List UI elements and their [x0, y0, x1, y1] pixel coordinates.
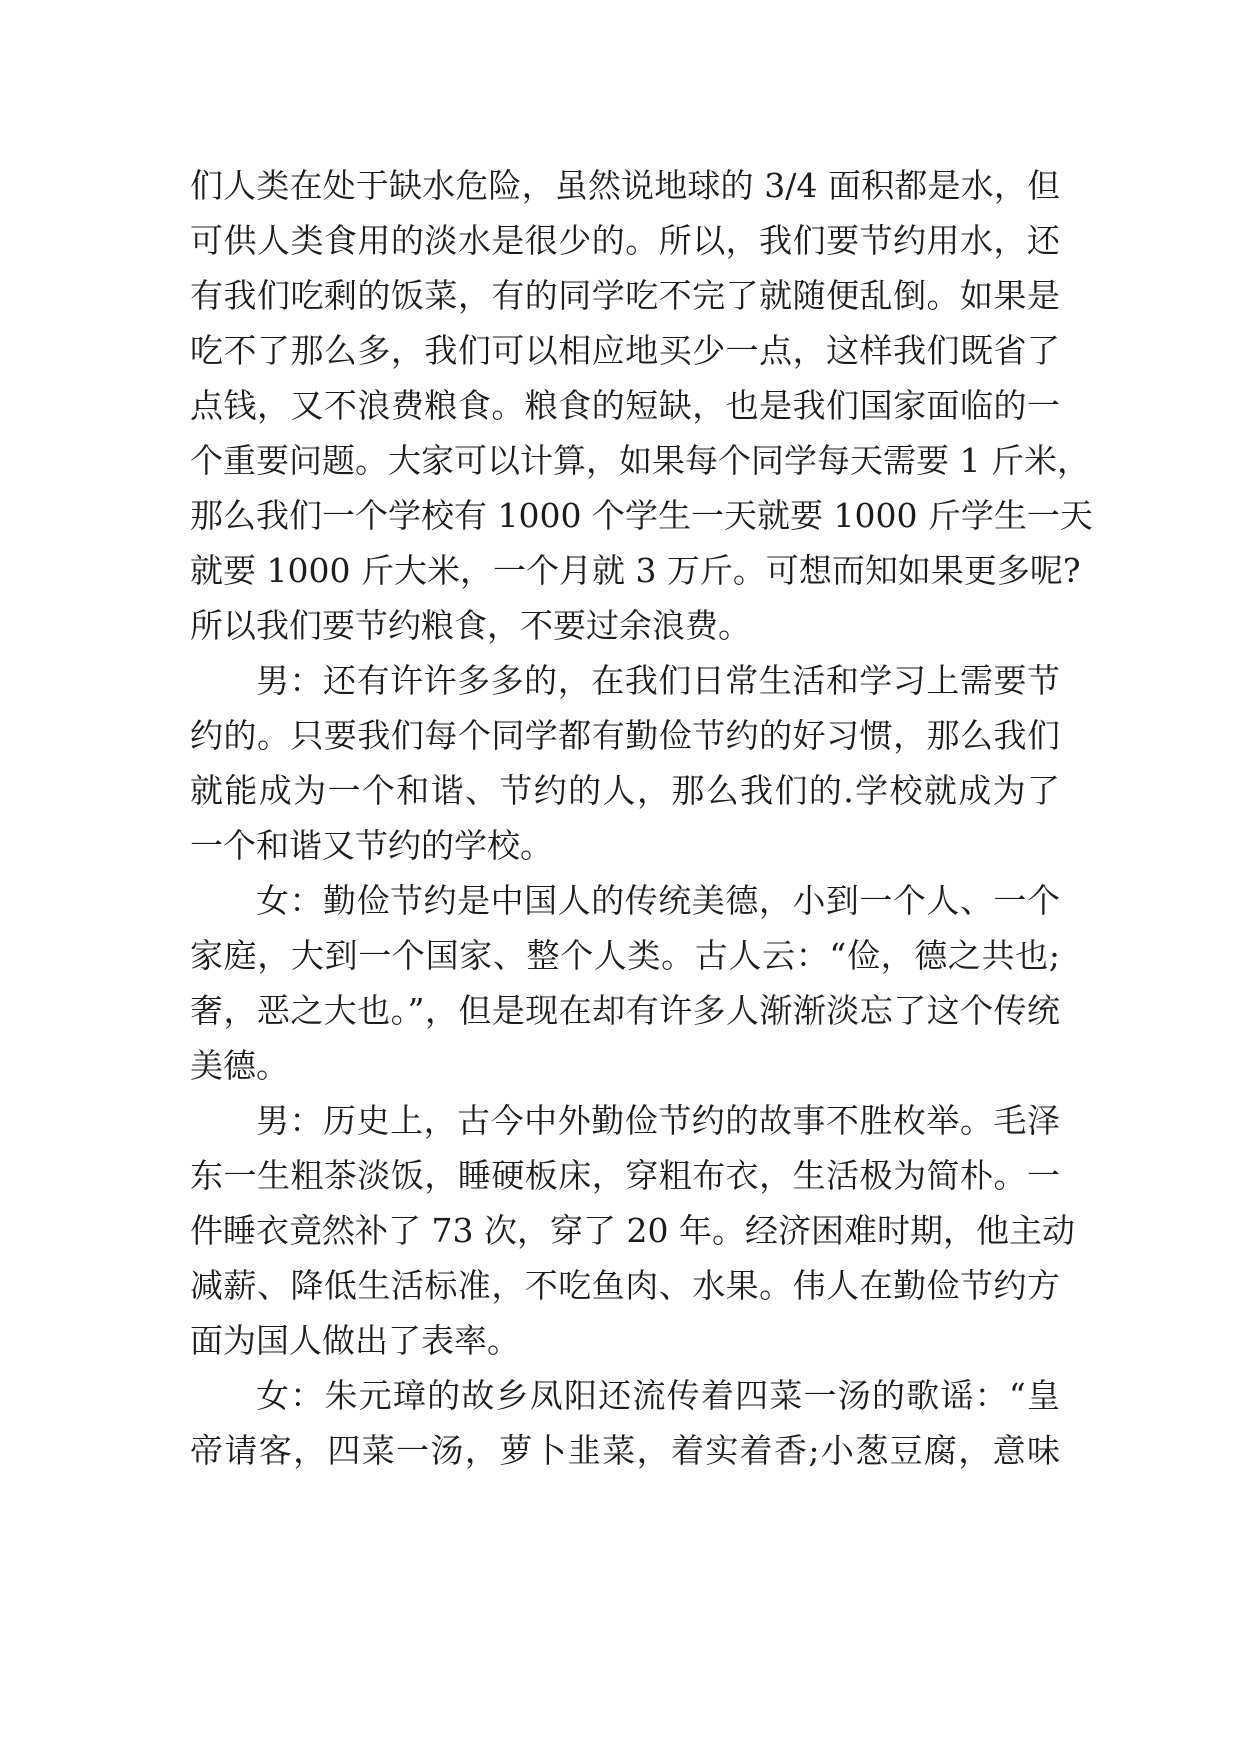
text-line: 那么我们一个学校有 1000 个学生一天就要 1000 斤学生一天	[190, 496, 1093, 535]
text-line: 奢，恶之大也。”，但是现在却有许多人渐渐淡忘了这个传统	[190, 991, 1060, 1030]
text-line: 所以我们要节约粮食，不要过余浪费。	[190, 606, 751, 645]
document-body	[190, 158, 1093, 1478]
text-line: 女：朱元璋的故乡凤阳还流传着四菜一汤的歌谣：“皇	[256, 1376, 1060, 1415]
text-line: 美德。	[190, 1046, 289, 1085]
text-line: 点钱，又不浪费粮食。粮食的短缺，也是我们国家面临的一	[190, 386, 1060, 425]
text-line: 家庭，大到一个国家、整个人类。古人云：“俭，德之共也;	[190, 936, 1060, 975]
text-line: 东一生粗茶淡饭，睡硬板床，穿粗布衣，生活极为简朴。一	[190, 1156, 1060, 1195]
text-line: 有我们吃剩的饭菜，有的同学吃不完了就随便乱倒。如果是	[190, 276, 1060, 315]
text-line: 件睡衣竟然补了 73 次，穿了 20 年。经济困难时期，他主动	[190, 1211, 1075, 1250]
text-line: 约的。只要我们每个同学都有勤俭节约的好习惯，那么我们	[190, 716, 1060, 755]
text-line: 个重要问题。大家可以计算，如果每个同学每天需要 1 斤米，	[190, 441, 1090, 480]
text-line: 女：勤俭节约是中国人的传统美德，小到一个人、一个	[256, 881, 1060, 920]
text-line: 减薪、降低生活标准，不吃鱼肉、水果。伟人在勤俭节约方	[190, 1266, 1060, 1305]
text-line: 就要 1000 斤大米，一个月就 3 万斤。可想而知如果更多呢?	[190, 551, 1081, 590]
text-line: 面为国人做出了表率。	[190, 1321, 520, 1360]
text-line: 帝请客，四菜一汤，萝卜韭菜，着实着香;小葱豆腐，意味	[190, 1431, 1060, 1470]
text-line: 可供人类食用的淡水是很少的。所以，我们要节约用水，还	[190, 221, 1060, 260]
text-line: 男：历史上，古今中外勤俭节约的故事不胜枚举。毛泽	[256, 1101, 1060, 1140]
text-line: 一个和谐又节约的学校。	[190, 826, 553, 865]
text-line: 就能成为一个和谐、节约的人，那么我们的.学校就成为了	[190, 771, 1060, 810]
text-line: 男：还有许许多多的，在我们日常生活和学习上需要节	[256, 661, 1060, 700]
text-line: 们人类在处于缺水危险，虽然说地球的 3/4 面积都是水，但	[190, 166, 1060, 205]
text-line: 吃不了那么多，我们可以相应地买少一点，这样我们既省了	[190, 331, 1060, 370]
